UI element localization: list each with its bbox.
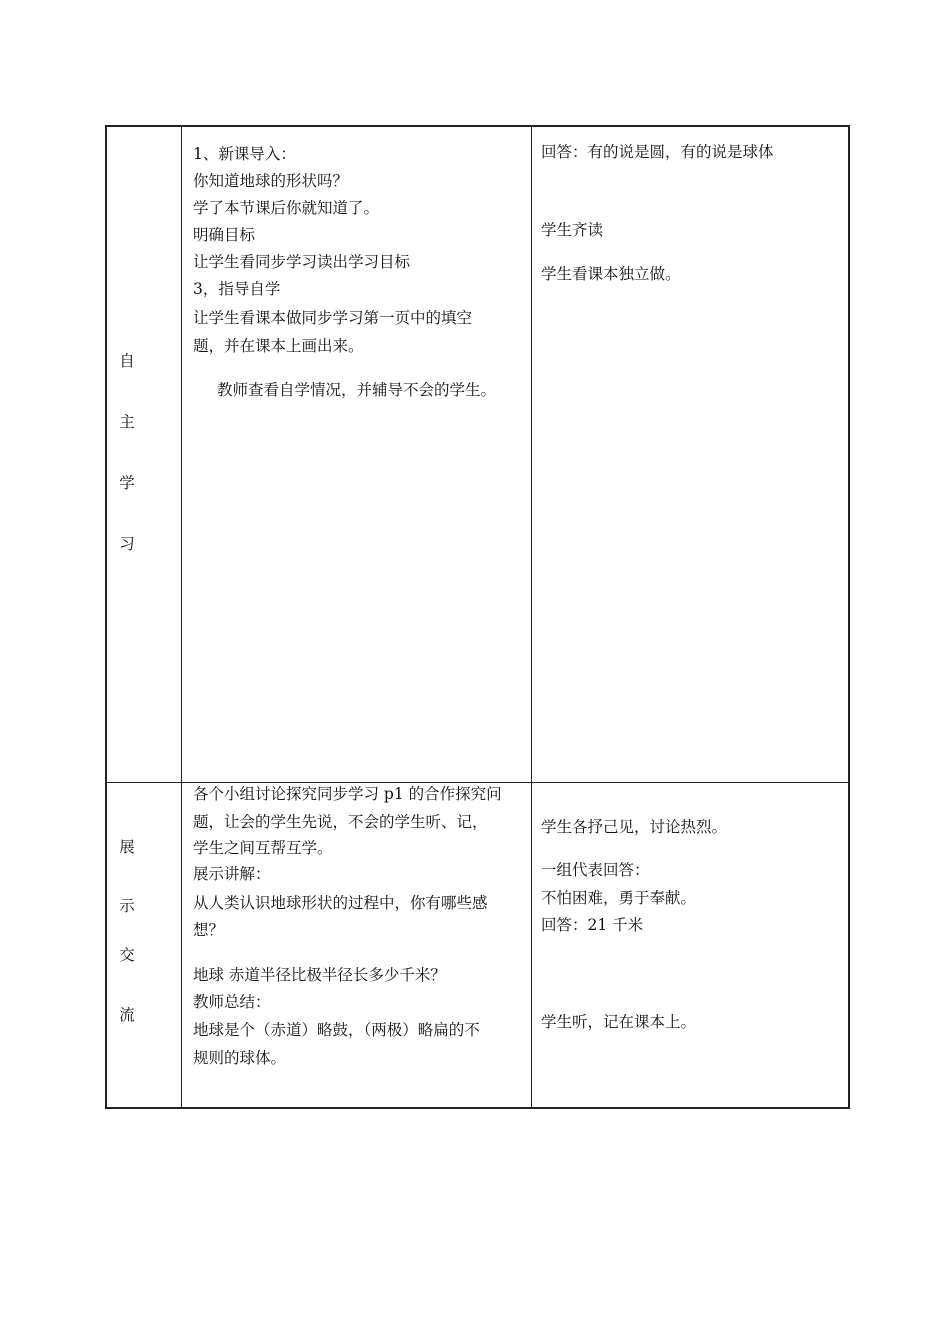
section-label-char: 主	[119, 413, 135, 431]
teacher-line: 学了本节课后你就知道了。	[193, 199, 380, 217]
student-line: 回答：有的说是圆，有的说是球体	[541, 143, 774, 161]
column-divider-2	[531, 127, 532, 1107]
teacher-line: 各个小组讨论探究同步学习 p1 的合作探究问	[193, 785, 502, 803]
teacher-line: 1、新课导入：	[193, 145, 296, 163]
teacher-line: 明确目标	[193, 226, 256, 244]
student-line: 回答：21 千米	[541, 916, 644, 934]
teacher-line: 从人类认识地球形状的过程中，你有哪些感	[193, 894, 488, 912]
column-divider-1	[181, 127, 182, 1107]
student-line: 学生看课本独立做。	[541, 265, 681, 283]
teacher-line: 让学生看课本做同步学习第一页中的填空	[193, 309, 473, 327]
section-label-char: 交	[119, 946, 135, 964]
student-line: 不怕困难，勇于奉献。	[541, 889, 697, 907]
teacher-line: 题，让会的学生先说，不会的学生听、记，	[193, 813, 488, 831]
section-label-char: 自	[119, 352, 135, 370]
teacher-line: 教师查看自学情况，并辅导不会的学生。	[217, 381, 497, 399]
teacher-line: 想？	[193, 921, 225, 939]
teacher-line: 题，并在课本上画出来。	[193, 337, 364, 355]
section-label-char: 习	[119, 535, 135, 553]
student-line: 学生各抒己见，讨论热烈。	[541, 818, 728, 836]
teacher-line: 你知道地球的形状吗？	[193, 172, 349, 190]
teacher-line: 展示讲解：	[193, 865, 271, 883]
row-divider	[107, 782, 848, 783]
teacher-line: 学生之间互帮互学。	[193, 839, 333, 857]
student-line: 学生齐读	[541, 221, 604, 239]
section-label-char: 流	[119, 1006, 135, 1024]
lesson-plan-table	[105, 125, 850, 1109]
teacher-line: 规则的球体。	[193, 1049, 287, 1067]
teacher-line: 地球 赤道半径比极半径长多少千米？	[193, 966, 446, 984]
section-label-char: 示	[119, 897, 135, 915]
teacher-line: 教师总结：	[193, 993, 271, 1011]
student-line: 一组代表回答：	[541, 861, 650, 879]
section-label-char: 学	[119, 474, 135, 492]
student-line: 学生听，记在课本上。	[541, 1013, 697, 1031]
teacher-line: 3，指导自学	[193, 280, 281, 298]
section-label-char: 展	[119, 838, 135, 856]
teacher-line: 地球是个（赤道）略鼓，（两极）略扁的不	[193, 1021, 480, 1039]
teacher-line: 让学生看同步学习读出学习目标	[193, 253, 411, 271]
